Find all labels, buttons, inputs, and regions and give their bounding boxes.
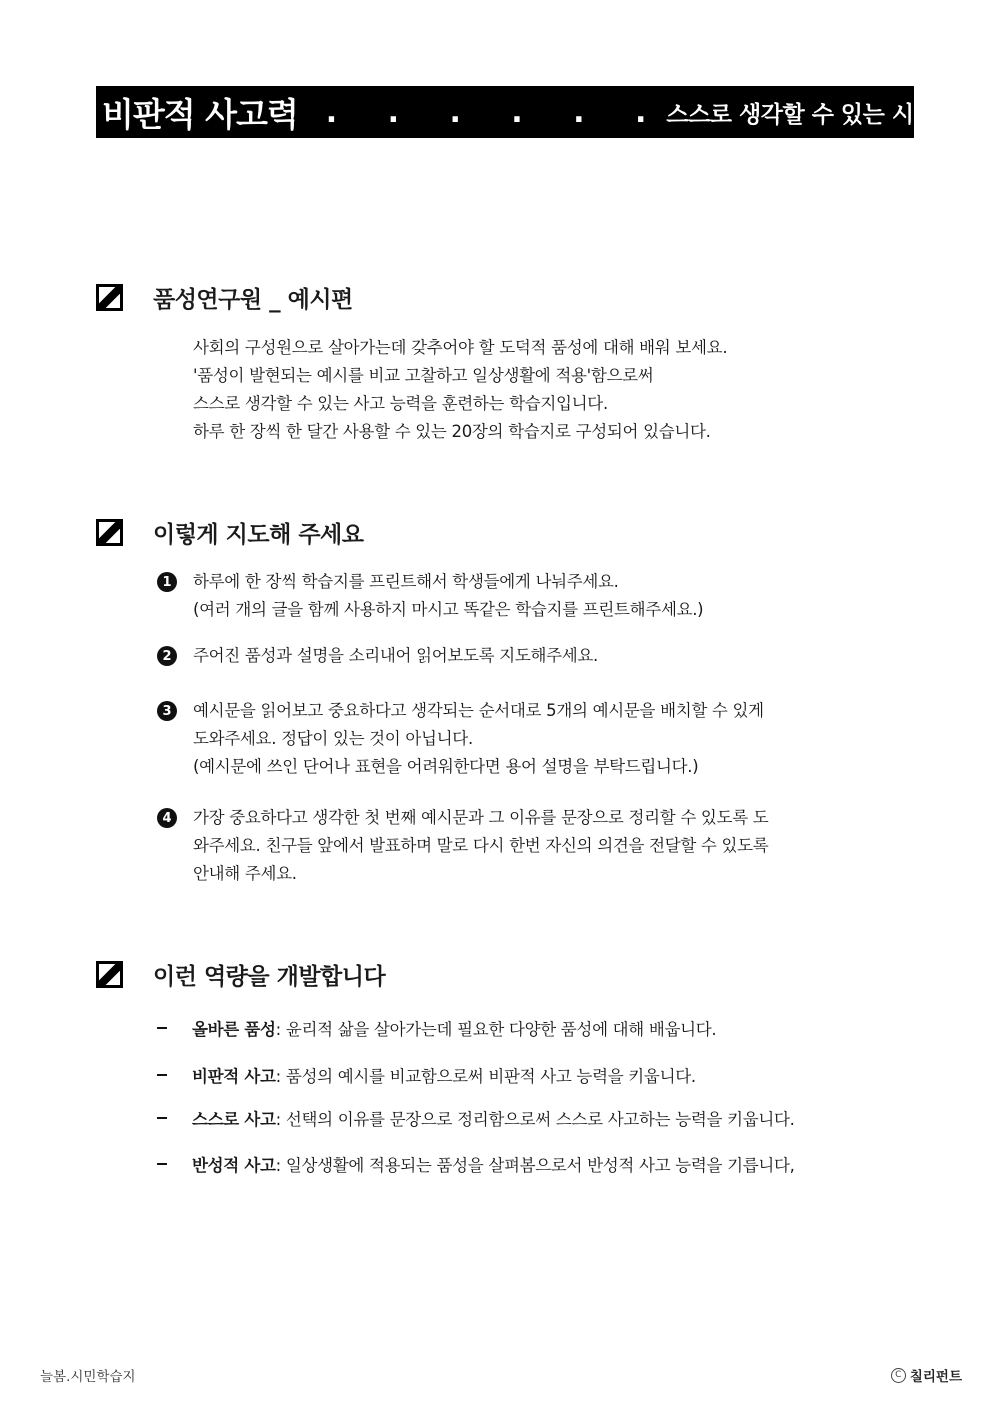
section-title: 품성연구원 _ 예시편 <box>153 287 353 313</box>
text-line: 와주세요. 친구들 앞에서 발표하며 말로 다시 한번 자신의 의견을 전달할 수 있도록 <box>193 836 769 855</box>
text-line: 하루에 한 장씩 학습지를 프린트해서 학생들에게 나눠주세요. <box>193 572 619 591</box>
step-number-icon: 4 <box>157 808 177 828</box>
text-line: 안내해 주세요. <box>193 864 297 883</box>
text-line: 도와주세요. 정답이 있는 것이 아닙니다. <box>193 729 473 748</box>
dash-icon <box>157 1027 167 1029</box>
step-text <box>193 642 598 670</box>
intro-paragraph <box>193 334 727 446</box>
page-title: 비판적 사고력 <box>102 94 298 134</box>
step-number-icon: 2 <box>157 646 177 666</box>
competency-text: : 윤리적 삶을 살아가는데 필요한 다양한 품성에 대해 배웁니다. <box>275 1020 717 1039</box>
text-line: 예시문을 읽어보고 중요하다고 생각되는 순서대로 5개의 예시문을 배치할 수 있게 <box>193 701 764 720</box>
competency-label: 스스로 사고 <box>192 1110 276 1129</box>
header-dots: . . . . . . <box>325 94 667 130</box>
text-line: '품성이 발현되는 예시를 비교 고찰하고 일상생활에 적용'함으로써 <box>193 366 654 385</box>
text-line: (예시문에 쓰인 단어나 표현을 어려워한다면 용어 설명을 부탁드립니다.) <box>193 757 699 776</box>
copyright-icon: C <box>891 1368 906 1383</box>
competency-label: 올바른 품성 <box>192 1020 276 1039</box>
step-text <box>193 568 703 624</box>
competency-item <box>157 1016 716 1040</box>
dash-icon <box>157 1163 167 1165</box>
guide-step-1 <box>157 568 703 624</box>
footer-brand-block <box>891 1365 962 1385</box>
text-line: (여러 개의 글을 함께 사용하지 마시고 똑같은 학습지를 프린트해주세요.) <box>193 600 704 619</box>
text-line: 주어진 품성과 설명을 소리내어 읽어보도록 지도해주세요. <box>193 646 599 665</box>
section-guide-heading <box>96 516 363 549</box>
text-line: 하루 한 장씩 한 달간 사용할 수 있는 20장의 학습지로 구성되어 있습니다. <box>193 422 711 441</box>
step-text <box>193 804 768 888</box>
section-competency-heading <box>96 958 385 991</box>
guide-step-2 <box>157 642 598 670</box>
competency-item <box>157 1063 696 1087</box>
checkbox-icon <box>96 961 123 988</box>
competency-label: 비판적 사고 <box>192 1067 276 1086</box>
guide-step-4 <box>157 804 768 888</box>
footer-brand: 칠리펀트 <box>909 1369 962 1385</box>
competency-text: : 품성의 예시를 비교함으로써 비판적 사고 능력을 키웁니다. <box>275 1067 696 1086</box>
page-subtitle: 스스로 생각할 수 있는 시민력 <box>666 101 958 128</box>
step-number-icon: 3 <box>157 701 177 721</box>
competency-text: : 일상생활에 적용되는 품성을 살펴봄으로서 반성적 사고 능력을 기릅니다, <box>275 1156 795 1175</box>
checkbox-icon <box>96 519 123 546</box>
competency-text: : 선택의 이유를 문장으로 정리함으로써 스스로 사고하는 능력을 키웁니다. <box>275 1110 795 1129</box>
competency-item <box>157 1106 795 1130</box>
section-intro-heading <box>96 281 353 314</box>
section-title: 이런 역량을 개발합니다 <box>153 964 386 990</box>
step-number-icon: 1 <box>157 572 177 592</box>
text-line: 사회의 구성원으로 살아가는데 갖추어야 할 도덕적 품성에 대해 배워 보세요. <box>193 338 728 357</box>
footer-series-name: 늘봄.시민학습지 <box>40 1369 136 1385</box>
step-text <box>193 697 764 781</box>
competency-label: 반성적 사고 <box>192 1156 276 1175</box>
text-line: 가장 중요하다고 생각한 첫 번째 예시문과 그 이유를 문장으로 정리할 수 있도록 도 <box>193 808 769 827</box>
text-line: 스스로 생각할 수 있는 사고 능력을 훈련하는 학습지입니다. <box>193 394 608 413</box>
dash-icon <box>157 1117 167 1119</box>
section-title: 이렇게 지도해 주세요 <box>153 522 364 548</box>
competency-item <box>157 1152 795 1176</box>
dash-icon <box>157 1074 167 1076</box>
header-bar <box>96 86 958 138</box>
guide-step-3 <box>157 697 764 781</box>
checkbox-icon <box>96 284 123 311</box>
